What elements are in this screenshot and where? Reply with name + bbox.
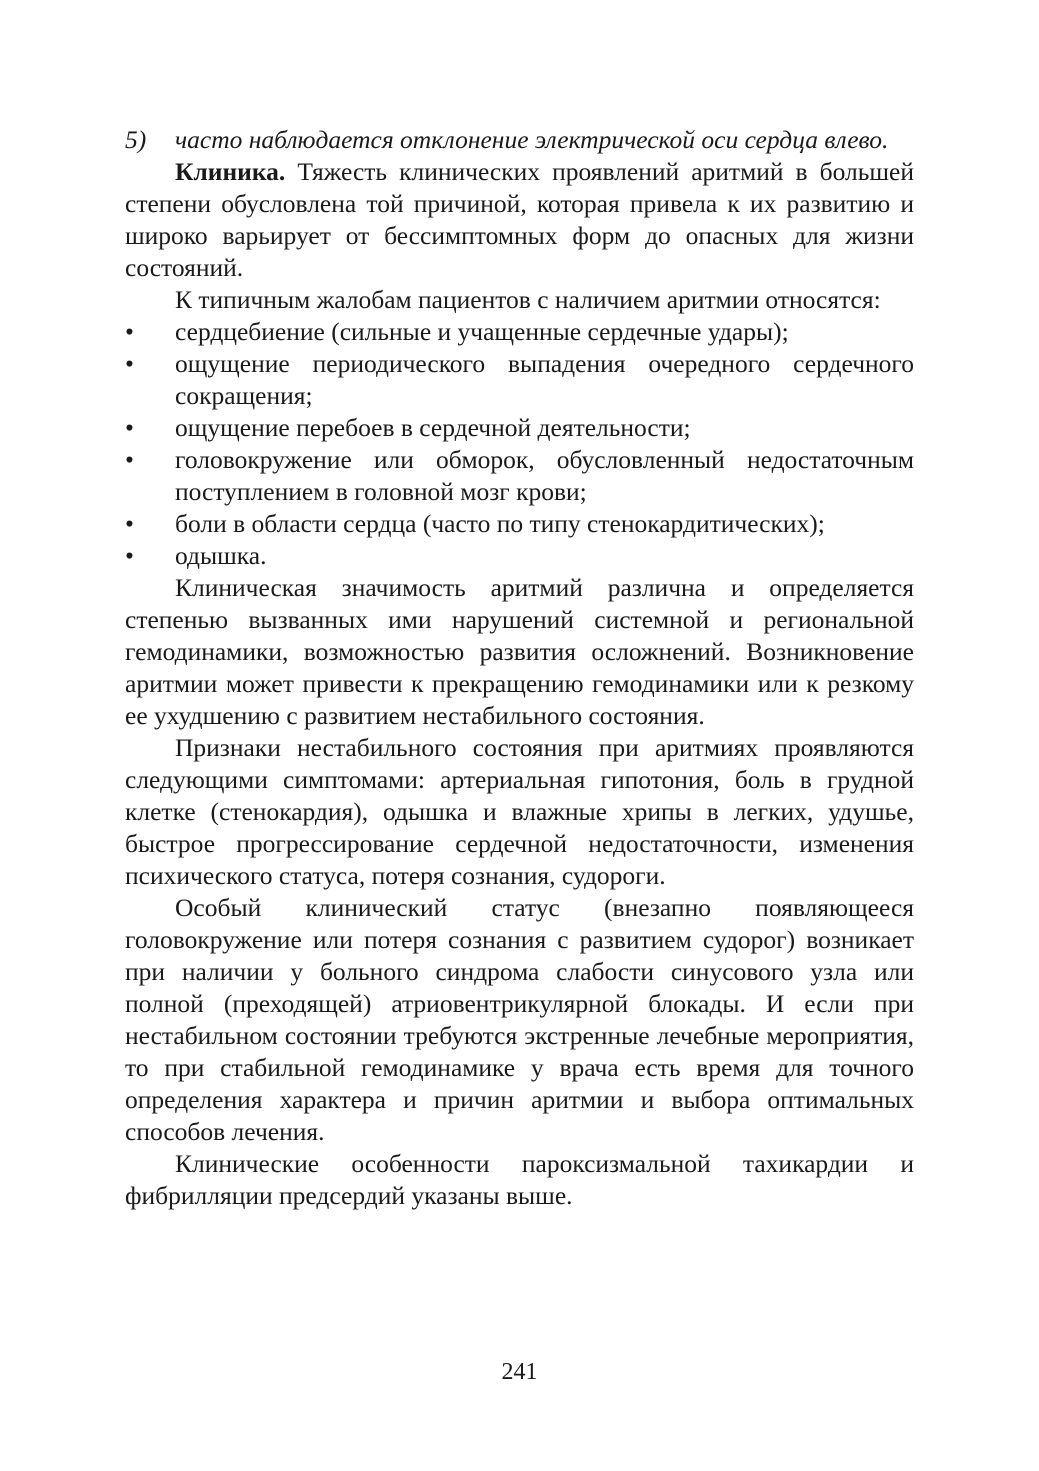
complaints-list (125, 316, 914, 572)
list-item-text: сердцебиение (сильные и учащенные сердечные удары); (175, 317, 789, 346)
page-number: 241 (501, 1359, 538, 1385)
special-status-paragraph: Особый клинический статус (внезапно появляющееся головокружение или потеря сознания с развитием судорог) возникает при наличии у больного синдрома слабости синусового узла или полной (преходящей) атриовентрикулярной блокады. И если при нестабильном состоянии требуются экстренные лечебные мероприятия, то при стабильной гемодинамике у врача есть время для точного определения характера и причин аритмии и выбора оптимальных способов лечения. (125, 893, 914, 1146)
clinic-paragraph (125, 156, 914, 284)
list-item (125, 444, 914, 508)
clinic-heading: Клиника. (175, 157, 286, 186)
bullet-icon: • (125, 317, 134, 346)
bullet-icon: • (125, 413, 134, 442)
bullet-icon: • (125, 349, 134, 378)
clinic-text: Тяжесть клинических проявлений аритмий в большей степени обусловлена той причиной, которая привела к их развитию и широко варьирует от бессимптомных форм до опасных для жизни состояний. (125, 157, 914, 282)
unstable-signs-paragraph: Признаки нестабильного состояния при аритмиях проявляются следующими симптомами: артериальная гипотония, боль в грудной клетке (стенокардия), одышка и влажные хрипы в легких, удушье, быстрое прогрессирование сердечной недостаточности, изменения психического статуса, потеря сознания, судороги. (125, 733, 914, 890)
list-item (125, 540, 914, 572)
list-item (125, 412, 914, 444)
list-item-5 (125, 124, 914, 156)
list-item-text: головокружение или обморок, обусловленный недостаточным поступлением в головной мозг крови; (175, 445, 914, 506)
list-item-text: ощущение перебоев в сердечной деятельности; (175, 413, 691, 442)
item-text: часто наблюдается отклонение электрической оси сердца влево. (175, 125, 889, 154)
list-item-text: ощущение периодического выпадения очередного сердечного сокращения; (175, 349, 914, 410)
item-number: 5) (125, 125, 147, 154)
list-item (125, 316, 914, 348)
complaints-intro: К типичным жалобам пациентов с наличием аритмии относятся: (175, 285, 881, 314)
page-body (125, 124, 914, 1212)
significance-paragraph: Клиническая значимость аритмий различна и определяется степенью вызванных ими нарушений системной и региональной гемодинамики, возможностью развития осложнений. Возникновение аритмии может привести к прекращению гемодинамики или к резкому ее ухудшению с развитием нестабильного состояния. (125, 573, 914, 730)
bullet-icon: • (125, 509, 134, 538)
clinical-features-paragraph: Клинические особенности пароксизмальной тахикардии и фибрилляции предсердий указаны выше. (125, 1149, 914, 1210)
bullet-icon: • (125, 445, 134, 474)
list-item-text: одышка. (175, 541, 267, 570)
list-item-text: боли в области сердца (часто по типу стенокардитических); (175, 509, 825, 538)
bullet-icon: • (125, 541, 134, 570)
list-item (125, 348, 914, 412)
list-item (125, 508, 914, 540)
